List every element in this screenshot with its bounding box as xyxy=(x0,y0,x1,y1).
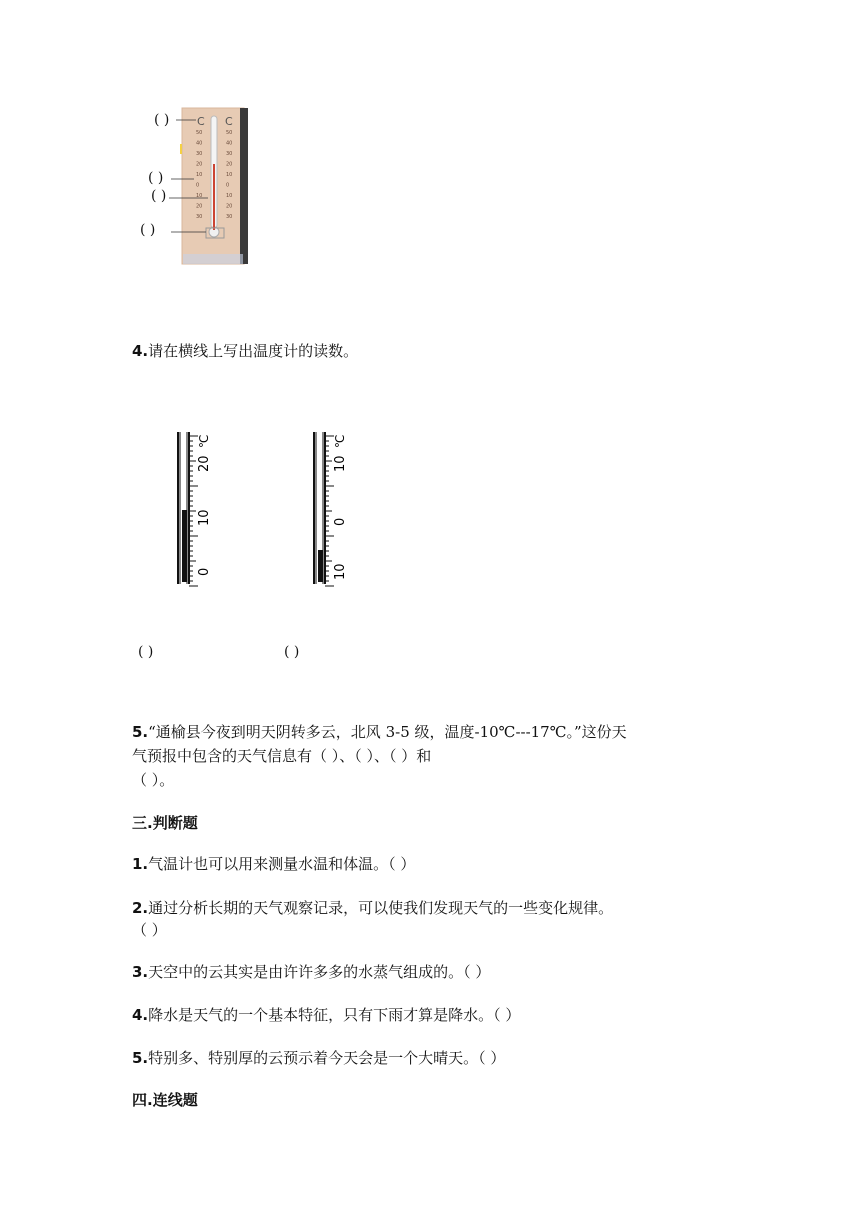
unit-celsius: ℃ xyxy=(197,434,211,448)
thermometer-b xyxy=(306,428,356,590)
label-20: 20 xyxy=(197,455,212,472)
judge-item-1 xyxy=(132,852,415,876)
judge-item-5 xyxy=(132,1046,505,1070)
judge-item-2-blank[interactable]: （ ） xyxy=(132,921,167,939)
scale-label: 30 xyxy=(196,214,203,220)
item-text: 降水是天气的一个基本特征，只有下雨才算是降水。（ ） xyxy=(148,1006,521,1024)
label-10: 10 xyxy=(333,455,348,472)
celsius-left: C xyxy=(197,115,205,128)
scale-label: 10 xyxy=(226,172,233,178)
item-number: 2. xyxy=(132,899,149,917)
scale-label: 40 xyxy=(226,140,233,147)
scale-label: 50 xyxy=(226,130,233,136)
item-text: 气温计也可以用来测量水温和体温。（ ） xyxy=(148,855,416,873)
item-number: 4. xyxy=(132,1006,149,1024)
item-text: 特别多、特别厚的云预示着今天会是一个大晴天。（ ） xyxy=(148,1049,506,1067)
scale-label: 30 xyxy=(196,151,203,157)
section-3-title: 三.判断题 xyxy=(132,814,198,832)
scale-label: 50 xyxy=(196,130,203,136)
judge-item-4 xyxy=(132,1003,520,1027)
scale-label: 10 xyxy=(226,193,233,199)
answer-blank-b[interactable]: ( ) xyxy=(284,644,300,660)
scale-label: 0 xyxy=(196,182,200,189)
item-text: 天空中的云其实是由许许多多的水蒸气组成的。（ ） xyxy=(148,963,491,981)
section-4-title: 四.连线题 xyxy=(132,1091,198,1109)
answer-blank-a[interactable]: ( ) xyxy=(138,644,154,660)
question-5-line-2: 气预报中包含的天气信息有（ ）、（ ）、（ ）和 xyxy=(132,747,432,765)
blank-upper-middle[interactable]: ( ) xyxy=(148,170,164,186)
label-10: 10 xyxy=(197,509,212,526)
scale-label: 10 xyxy=(196,172,203,178)
scale-label: 40 xyxy=(196,140,203,147)
question-text-1: “通榆县今夜到明天阴转多云，北风 3-5 级，温度-10℃---17℃。”这份天 xyxy=(148,723,627,741)
label-minus-10: 10 xyxy=(333,563,348,580)
judge-item-3 xyxy=(132,960,490,984)
question-4 xyxy=(132,339,358,363)
question-5-line-1 xyxy=(132,720,627,744)
item-text: 通过分析长期的天气观察记录，可以使我们发现天气的一些变化规律。 xyxy=(148,899,614,917)
scale-label: 20 xyxy=(226,161,233,168)
celsius-right: C xyxy=(225,115,233,128)
scale-label: 20 xyxy=(226,203,233,210)
label-0: 0 xyxy=(197,567,212,576)
scale-label: 30 xyxy=(226,151,233,157)
question-text: 请在横线上写出温度计的读数。 xyxy=(148,342,359,360)
judge-item-2 xyxy=(132,896,613,920)
blank-top[interactable]: ( ) xyxy=(154,112,170,128)
scale-label: 0 xyxy=(226,182,230,189)
question-5-line-3: （ ）。 xyxy=(132,771,175,789)
question-number: 5. xyxy=(132,723,149,741)
scale-label: 20 xyxy=(196,161,203,168)
item-number: 5. xyxy=(132,1049,149,1067)
blank-lower-middle[interactable]: ( ) xyxy=(151,188,167,204)
unit-celsius: ℃ xyxy=(333,434,347,448)
scale-label: 20 xyxy=(196,203,203,210)
question-number: 4. xyxy=(132,342,149,360)
scale-label: 10 xyxy=(196,193,203,199)
label-0: 0 xyxy=(333,517,348,526)
scale-label: 30 xyxy=(226,214,233,220)
blank-bottom[interactable]: ( ) xyxy=(140,222,156,238)
thermometer-a xyxy=(170,428,220,590)
item-number: 3. xyxy=(132,963,149,981)
item-number: 1. xyxy=(132,855,149,873)
